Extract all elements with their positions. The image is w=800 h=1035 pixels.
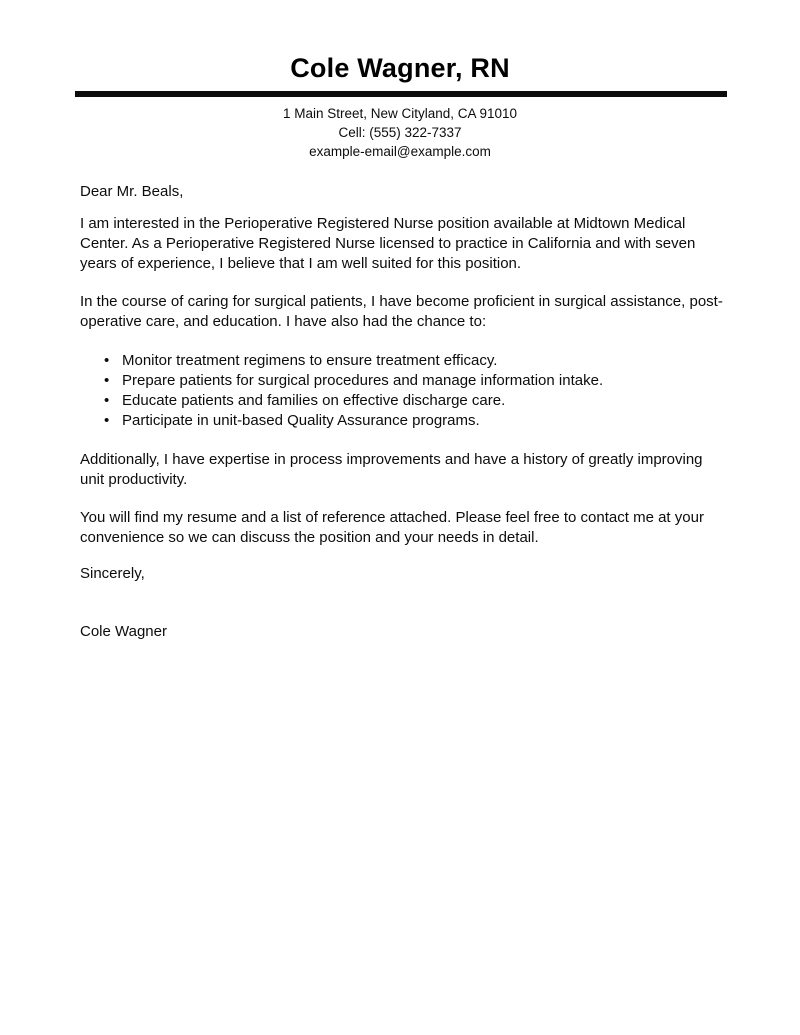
letter-author-name: Cole Wagner, RN [290, 53, 510, 83]
salutation: Dear Mr. Beals, [80, 183, 184, 201]
contact-block [0, 104, 800, 161]
letter-header [0, 0, 800, 84]
bullet-item: • Participate in unit-based Quality Assurance programs. [80, 411, 727, 431]
paragraph-additional: Additionally, I have expertise in process improvements and have a history of greatly improving unit productivity. [80, 451, 703, 489]
bullet-item: • Educate patients and families on effective discharge care. [80, 391, 727, 411]
bullet-item: • Prepare patients for surgical procedures and manage information intake. [80, 371, 727, 391]
bullet-list [80, 351, 727, 430]
bullet-item: • Monitor treatment regimens to ensure treatment efficacy. [80, 351, 727, 371]
paragraph-intro: I am interested in the Perioperative Registered Nurse position available at Midtown Medical Center. As a Perioperative Registered Nurse licensed to practice in California and with seven years of experience, I believe that I am well suited for this position. [80, 215, 696, 273]
signature-name: Cole Wagner [80, 623, 167, 641]
header-divider-rule [75, 91, 727, 97]
letter-body [80, 182, 727, 642]
contact-address: 1 Main Street, New Cityland, CA 91010 [282, 106, 518, 122]
signoff: Sincerely, [80, 565, 145, 583]
contact-cell-phone: Cell: (555) 322-7337 [338, 125, 462, 141]
paragraph-skills: In the course of caring for surgical patients, I have become proficient in surgical assistance, post-operative care, and education. I have also had the chance to: [80, 293, 723, 331]
paragraph-closing: You will find my resume and a list of reference attached. Please feel free to contact me at your convenience so we can discuss the position and your needs in detail. [80, 509, 704, 547]
contact-email: example-email@example.com [309, 144, 491, 160]
